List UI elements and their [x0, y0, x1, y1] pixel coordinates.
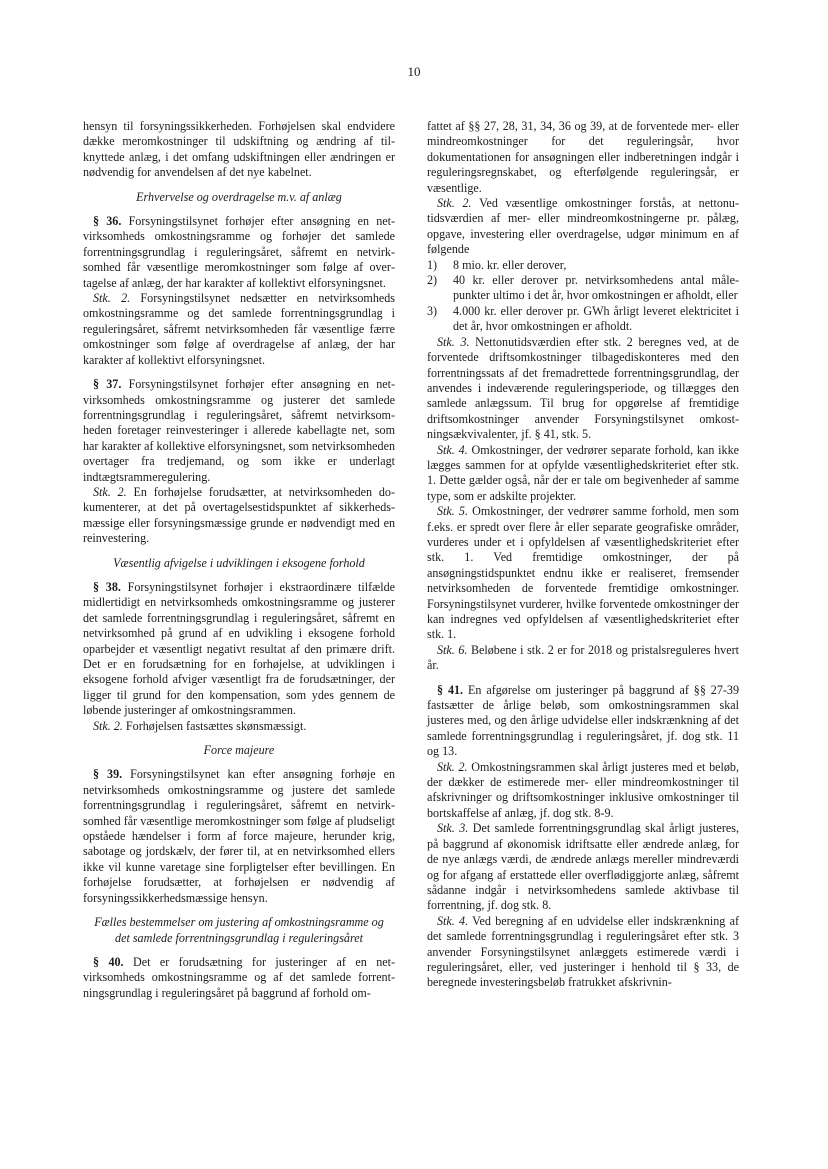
- section-heading-acquisition: Erhvervelse og overdragelse m.v. af anlæg: [136, 189, 342, 204]
- heading-line-1: Fælles bestemmelser om justering af omkostningsramme og: [94, 915, 384, 930]
- paragraph-40-stk2: [427, 196, 739, 258]
- paragraph-text: Nettonutidsværdien efter stk. 2 beregnes ved, at de forventede driftsomkostninger tilbagediskonteres med den forrentningssats af det fremadrettede forrentningsgrundlag, der anvendes i indeværende reguleringsperiode, og tillægges den samlede anlægssum. Til brug for opgørelse af fremtidige driftsomkostninger anvender Forsyningstilsynet omkostningsækvivalenter, jf. § 41, stk. 5.: [427, 334, 739, 442]
- paragraph-41: [427, 683, 739, 760]
- continued-paragraph: hensyn til forsyningssikkerheden. Forhøjelsen skal endvidere dække meromkostninger til udskiftning og ændring af tilknyttede anlæg, i det omfang udskiftningen eller ændringen er nødvendig for anvendelsen af det nye kabelnet.: [83, 119, 395, 180]
- paragraph-text: En forhøjelse forudsætter, at netvirksomheden dokumenterer, at det på overtagelsestidspunktet af sikkerhedsmæssige eller forsyningsmæssige grunde er nødvendigt med en reinvestering.: [83, 484, 395, 546]
- paragraph-40-stk5: [427, 504, 739, 643]
- section-number: § 38.: [93, 579, 121, 594]
- stk-label: Stk. 6.: [437, 642, 468, 657]
- section-heading-force-majeure: Force majeure: [203, 743, 275, 758]
- paragraph-37-stk2: [83, 485, 395, 547]
- continued-paragraph: fattet af §§ 27, 28, 31, 34, 36 og 39, at de forventede mer- eller mindreomkostninger for det reguleringsår, hvor dokumentationen for ansøgningen eller indberetningen indgår i reguleringsregnskabet, og efterfølgende reguleringsår, er væsentlige.: [427, 119, 739, 195]
- paragraph-text: Forsyningstilsynet nedsætter en netvirksomheds omkostningsramme og det samlede forrentningsgrundlag i reguleringsåret, såfremt netvirksomheden får væsentlige færre omkostninger som følge af overdragelse af anlæg, der har karakter af kollektivt elforsyningsnet.: [83, 291, 395, 367]
- paragraph-text: Det er forudsætning for justeringer af en netvirksomheds omkostningsramme og af det samlede forrentningsgrundlag i reguleringsåret på baggrund af forhold om-: [83, 954, 395, 1000]
- paragraph-text: Forhøjelsen fastsættes skønsmæssigt.: [122, 718, 307, 733]
- paragraph-41-stk3: [427, 821, 739, 913]
- right-column: [427, 119, 739, 991]
- paragraph-37: [83, 377, 395, 485]
- stk-label: Stk. 2.: [93, 484, 127, 499]
- stk-label: Stk. 3.: [437, 821, 469, 836]
- list-number: 3): [427, 303, 438, 318]
- left-column: [83, 119, 395, 1001]
- paragraph-40-stk3: [427, 335, 739, 443]
- paragraph-36: [83, 214, 395, 291]
- stk-label: Stk. 2.: [437, 196, 472, 211]
- list-text: 8 mio. kr. eller derover,: [453, 257, 567, 272]
- section-heading-exogenous: Væsentlig afvigelse i udviklingen i eksogene forhold: [113, 555, 365, 570]
- section-number: § 40.: [93, 954, 124, 969]
- paragraph-text: Forsyningstilsynet forhøjer efter ansøgning en netvirksomheds omkostningsramme og justerer det samlede forrentningsgrundlag i reguleringsåret, såfremt netvirksomheden foretager reinvesteringer i allerede kabellagte net, som har karakter af kollektive elforsyningsnet, som netvirksomheden overtager fra tredjemand, og som ikke er underlagt indtægtsrammeregulering.: [83, 377, 396, 484]
- list-number: 1): [427, 257, 438, 272]
- list-item: [427, 304, 739, 335]
- paragraph-text: Beløbene i stk. 2 er for 2018 og pristalsreguleres hvert år.: [427, 642, 739, 673]
- list-text: 40 kr. eller derover pr. netvirksomhedens antal målepunkter ultimo i det år, hvor omkostningen er afholdt, eller: [453, 273, 739, 303]
- section-heading-common-provisions: [83, 915, 395, 946]
- paragraph-text: Omkostningsrammen skal årligt justeres med et beløb, der dækker de estimerede mer- eller mindreomkostninger til afskrivninger og driftsomkostninger inklusive omkostninger til bortskaffelse af anlæg, jf. dog stk. 8-9.: [427, 759, 739, 820]
- paragraph-text: Forsyningstilsynet forhøjer i ekstraordinære tilfælde midlertidigt en netvirksomheds omkostningsramme og justerer det samlede forrentningsgrundlag i reguleringsåret, såfremt en netvirksomhed på grund af en udvikling i eksogene forhold oparbejder et væsentligt negativt resultat af den primære drift. Det er en forudsætning for en forhøjelse, at udviklingen i eksogene forhold afviger væsentligt fra de forudsætninger, der ligger til grund for den kompensation, som ydes gennem de løbende justeringer af omkostningsrammen.: [83, 579, 395, 718]
- stk-label: Stk. 2.: [93, 291, 131, 306]
- stk-label: Stk. 2.: [93, 718, 123, 733]
- stk-label: Stk. 4.: [437, 913, 469, 928]
- paragraph-36-stk2: [83, 291, 395, 368]
- section-number: § 37.: [93, 377, 122, 392]
- paragraph-text: Ved beregning af en udvidelse eller indskrænkning af det samlede forrentningsgrundlag i reguleringsåret efter stk. 3 anvender Forsyningstilsynet anlæggets estimerede værdi i reguleringsåret, eller, ved justeringer i henhold til § 33, de beregnede investeringsbeløb fratrukket afskrivnin-: [427, 913, 739, 990]
- section-number: § 41.: [437, 682, 464, 697]
- paragraph-text: Forsyningstilsynet kan efter ansøgning forhøje en netvirksomheds omkostningsramme og justere det samlede forrentningsgrundlag i reguleringsåret, såfremt en netvirksomhed får væsentlige meromkostninger som følge af pludseligt opståede hændelser i form af force majeure, herunder krig, sabotage og jordskælv, der fører til, at en netvirksomhed ellers ikke vil kunne varetage sine forpligtelser efter bevillingen. En forhøjelse forudsætter, at forhøjelsen er nødvendig af forsyningssikkerhedsmæssige hensyn.: [83, 767, 395, 905]
- section-number: § 36.: [93, 214, 122, 229]
- paragraph-text: Ved væsentlige omkostninger forstås, at nettonutidsværdien af mer- eller mindreomkostningerne pr. pålæg, opgave, investering eller overdragelse, udgør minimum en af følgende: [427, 196, 739, 257]
- section-number: § 39.: [93, 767, 123, 782]
- page-number: 10: [407, 64, 421, 79]
- paragraph-41-stk4: [427, 914, 739, 991]
- heading-line-2: det samlede forrentningsgrundlag i reguleringsåret: [115, 930, 363, 945]
- paragraph-40: [83, 955, 395, 1001]
- stk-label: Stk. 4.: [437, 442, 468, 457]
- paragraph-38: [83, 580, 395, 719]
- list-text: 4.000 kr. eller derover pr. GWh årligt leveret elektricitet i det år, hvor omkostningen er afholdt.: [453, 303, 739, 334]
- paragraph-40-stk6: [427, 643, 739, 674]
- paragraph-text: Det samlede forrentningsgrundlag skal årligt justeres, på baggrund af økonomisk idriftsatte eller ændrede anlæg, for de nye anlægs værdi, de ændrede anlægs mereller mindreværdi og for afgang af erstattede eller overflødiggjorte anlæg, såfremt sådanne indgår i netvirksomhedens samlede aktivbase til forrentning, jf. dog stk. 8.: [427, 821, 739, 913]
- stk-label: Stk. 3.: [437, 334, 470, 349]
- paragraph-41-stk2: [427, 760, 739, 822]
- stk-label: Stk. 5.: [437, 504, 469, 519]
- stk-label: Stk. 2.: [437, 759, 468, 774]
- paragraph-text: Omkostninger, der vedrører separate forhold, kan ikke lægges sammen for at opfylde væsentlighedskriteriet efter stk. 1. Dette gælder også, når der er tale om begivenheder af samme type, som er adskilte projekter.: [427, 442, 739, 503]
- list-item: [427, 258, 739, 273]
- paragraph-text: Forsyningstilsynet forhøjer efter ansøgning en netvirksomheds omkostningsramme og forhøjer det samlede forrentningsgrundlag i reguleringsåret, såfremt en netvirksomhed får væsentlige meromkostninger som følge af overtagelse af anlæg, der har karakter af kollektivt elforsyningsnet.: [83, 214, 396, 290]
- paragraph-39: [83, 767, 395, 906]
- list-item: [427, 273, 739, 304]
- paragraph-text: Omkostninger, der vedrører samme forhold, men som f.eks. er spredt over flere år eller separate geografiske områder, vurderes under et i opfyldelsen af væsentlighedskriteriet efter stk. 1. Ved fremtidige omkostninger, der på ansøgningstidspunktet endnu ikke er realiseret, fremsender netvirksomheden de forventede fremtidige omkostninger. Forsyningstilsynet vurderer, hvilke forventede omkostninger der kan indregnes ved opfyldelsen af væsentlighedskriteriet efter stk. 1.: [427, 504, 739, 642]
- paragraph-38-stk2: [83, 719, 395, 734]
- list-number: 2): [427, 273, 438, 288]
- paragraph-40-stk4: [427, 443, 739, 505]
- paragraph-text: En afgørelse om justeringer på baggrund af §§ 27-39 fastsætter de årlige beløb, som omkostningsrammen skal justeres med, og den årlige udvidelse eller indskrænkning af det samlede forrentningsgrundlag i reguleringsåret, jf. dog stk. 11 og 13.: [427, 682, 739, 759]
